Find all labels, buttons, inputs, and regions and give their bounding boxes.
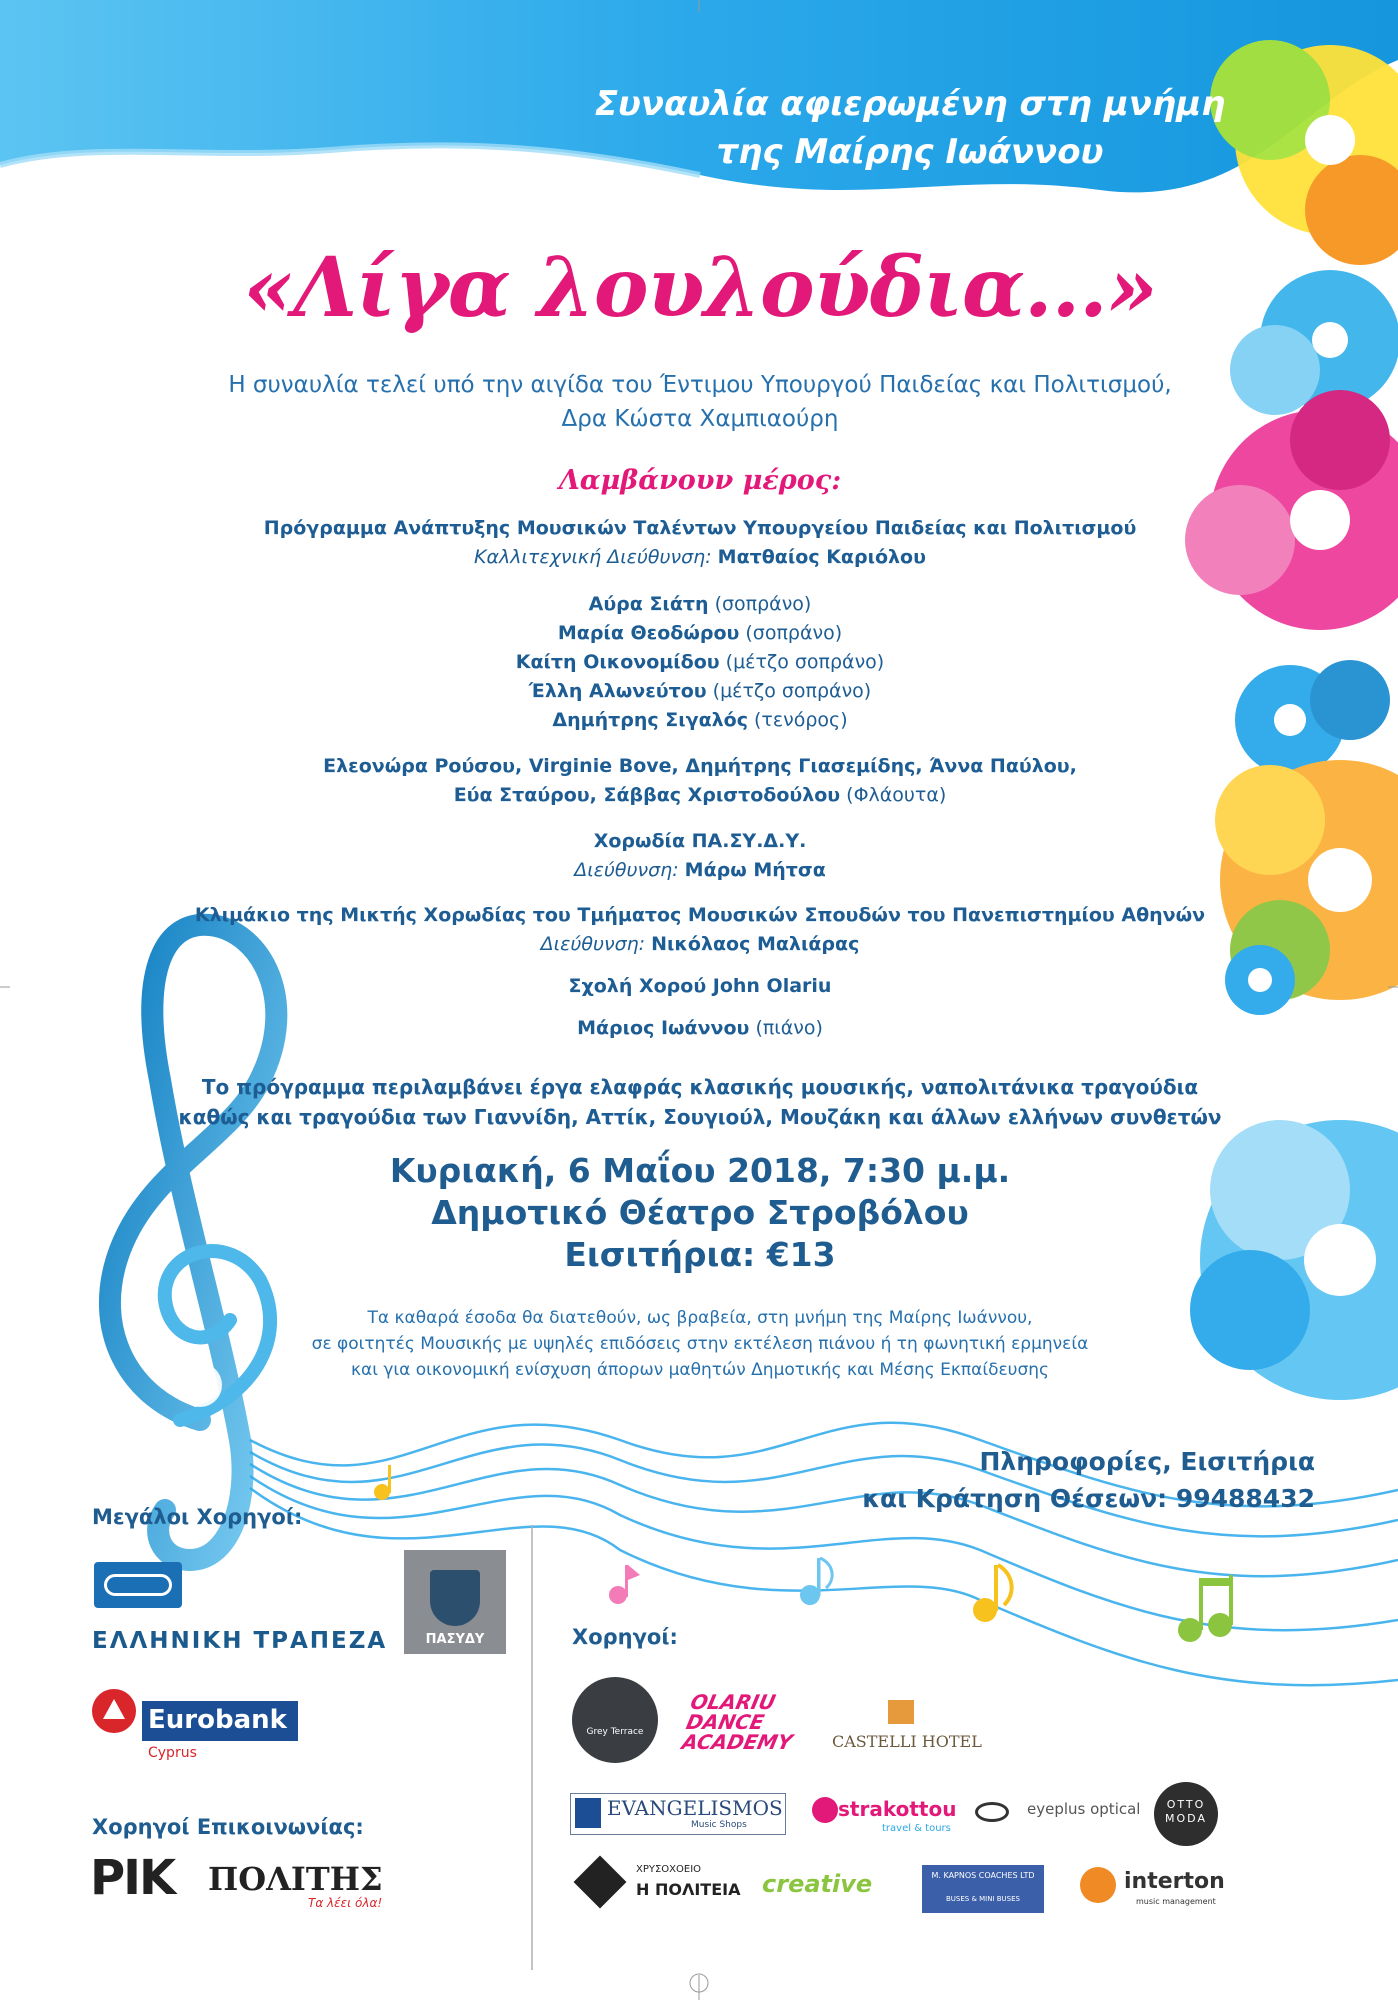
university-choir-group bbox=[150, 901, 1250, 959]
program-group bbox=[150, 514, 1250, 572]
flutes-line-1: Ελεονώρα Ρούσου, Virginie Bove, Δημήτρης Γιασεμίδης, Άννα Παύλου, bbox=[323, 755, 1077, 777]
interton-logo: interton music management bbox=[1080, 1865, 1230, 1915]
program-group-name: Πρόγραμμα Ανάπτυξης Μουσικών Ταλέντων Υπουργείου Παιδείας και Πολιτισμού bbox=[263, 517, 1137, 539]
eye-icon bbox=[975, 1802, 1009, 1822]
flutes-line-2: Εύα Σταύρου, Σάββας Χριστοδούλου bbox=[453, 784, 841, 806]
participants-heading: Λαμβάνουν μέρος: bbox=[558, 465, 842, 496]
concert-title: «Λίγα λουλούδια...» bbox=[243, 240, 1157, 336]
program-description: Το πρόγραμμα περιλαμβάνει έργα ελαφράς κλασικής μουσικής, ναπολιτάνικα τραγούδια καθώς και τραγούδια των Γιαννίδη, Αττίκ, Σουγιούλ, Μουζάκη και άλλων ελλήνων συνθετών bbox=[178, 1075, 1222, 1129]
grey-terrace-logo: Grey Terrace bbox=[572, 1677, 658, 1763]
sponsors-label: Χορηγοί: bbox=[572, 1625, 678, 1649]
choir-group bbox=[150, 827, 1250, 885]
eyeplus-optical-logo: eyeplus optical bbox=[975, 1798, 1135, 1838]
choir-direction-label: Διεύθυνση: bbox=[574, 859, 679, 881]
dance-school: Σχολή Χορού John Olariu bbox=[568, 975, 832, 997]
event-info bbox=[150, 1150, 1250, 1276]
event-venue: Δημοτικό Θέατρο Στροβόλου bbox=[431, 1193, 969, 1232]
eurobank-logo: Eurobank Cyprus bbox=[92, 1685, 322, 1775]
hellenic-bank-logo: ΕΛΛΗΝΙΚΗ ΤΡΑΠΕΖΑ bbox=[92, 1560, 402, 1660]
pasydy-logo: ΠΑΣΥΔΥ bbox=[404, 1550, 506, 1654]
strakottou-icon bbox=[812, 1797, 838, 1823]
booking-line-1: Πληροφορίες, Εισιτήρια bbox=[979, 1447, 1315, 1476]
politis-logo: ΠΟΛΙΤΗΣ Τα λέει όλα! bbox=[208, 1860, 383, 1910]
booking-line-2: και Κράτηση Θέσεων: 99488432 bbox=[862, 1484, 1315, 1513]
hellenic-bank-icon bbox=[94, 1562, 182, 1608]
politeia-icon bbox=[574, 1856, 627, 1909]
interton-icon bbox=[1080, 1867, 1116, 1903]
choir-director: Μάρω Μήτσα bbox=[684, 859, 826, 881]
university-choir-director: Νικόλαος Μαλιάρας bbox=[651, 933, 860, 955]
event-date-time: Κυριακή, 6 Μαΐου 2018, 7:30 μ.μ. bbox=[389, 1151, 1011, 1190]
flutes-group bbox=[150, 752, 1250, 810]
dedication-line-2: της Μαίρης Ιωάννου bbox=[716, 132, 1104, 172]
list-item: Καίτη Οικονομίδου (μέτζο σοπράνο) bbox=[515, 651, 885, 673]
flutes-role: (Φλάουτα) bbox=[846, 784, 947, 806]
list-item: Αύρα Σιάτη (σοπράνο) bbox=[588, 593, 812, 615]
politeia-jewellery-logo: ΧΡΥΣΟΧΟΕΙΟ Η ΠΟΛΙΤΕΙΑ bbox=[574, 1856, 744, 1912]
list-item: Μαρία Θεοδώρου (σοπράνο) bbox=[557, 622, 843, 644]
dedication-header bbox=[560, 80, 1260, 176]
event-tickets: Εισιτήρια: €13 bbox=[564, 1235, 836, 1274]
pasydy-shield-icon bbox=[430, 1570, 480, 1626]
major-sponsors-label: Μεγάλοι Χορηγοί: bbox=[92, 1505, 303, 1529]
dedication-line-1: Συναυλία αφιερωμένη στη μνήμη bbox=[594, 84, 1226, 124]
rik-logo: ΡΙΚ bbox=[90, 1850, 175, 1906]
media-sponsors-label: Χορηγοί Επικοινωνίας: bbox=[92, 1815, 364, 1839]
castle-icon bbox=[888, 1700, 914, 1724]
olariu-dance-academy-logo: OLARIU DANCE ACADEMY bbox=[679, 1690, 795, 1754]
choir-name: Χορωδία ΠΑ.ΣΥ.Δ.Υ. bbox=[593, 830, 807, 852]
university-choir-name: Κλιμάκιο της Μικτής Χορωδίας του Τμήματος Μουσικών Σπουδών του Πανεπιστημίου Αθηνών bbox=[194, 904, 1206, 926]
kapnos-coaches-logo: M. KAPNOS COACHES LTD BUSES & MINI BUSES bbox=[922, 1865, 1044, 1913]
otto-moda-logo: OTTO MODA bbox=[1154, 1782, 1218, 1846]
patronage-text bbox=[150, 368, 1250, 436]
castelli-hotel-logo: CASTELLI HOTEL bbox=[832, 1700, 982, 1760]
university-choir-direction-label: Διεύθυνση: bbox=[540, 933, 646, 955]
program-direction-label: Καλλιτεχνική Διεύθυνση: bbox=[474, 546, 712, 568]
creative-logo: creative bbox=[762, 1870, 873, 1898]
list-item: Δημήτρης Σιγαλός (τενόρος) bbox=[552, 709, 848, 731]
patronage-line-2: Δρα Κώστα Χαμπιαούρη bbox=[561, 406, 839, 432]
eurobank-icon bbox=[92, 1689, 136, 1733]
singers-list bbox=[150, 590, 1250, 735]
list-item: Έλλη Αλωνεύτου (μέτζο σοπράνο) bbox=[528, 680, 872, 702]
booking-info bbox=[860, 1443, 1315, 1517]
evangelismos-logo: EVANGELISMOS Music Shops bbox=[570, 1793, 786, 1835]
proceeds-notice: Τα καθαρά έσοδα θα διατεθούν, ως βραβεία, στη μνήμη της Μαίρης Ιωάννου, σε φοιτητές Μουσικής με υψηλές επιδόσεις στην εκτέλεση πιάνου ή τη φωνητική ερμηνεία και για οικονομική ενίσχυση άπορων μαθητών Δημοτικής και Μέσης Εκπαίδευσης bbox=[311, 1308, 1089, 1380]
patronage-line-1: Η συναυλία τελεί υπό την αιγίδα του Έντιμου Υπουργού Παιδείας και Πολιτισμού, bbox=[228, 372, 1172, 398]
program-director: Ματθαίος Καριόλου bbox=[717, 546, 926, 568]
strakottou-logo: strakottou travel & tours bbox=[812, 1795, 962, 1839]
evangelismos-icon bbox=[575, 1798, 601, 1828]
pianist: Μάριος Ιωάννου (πιάνο) bbox=[577, 1017, 823, 1039]
